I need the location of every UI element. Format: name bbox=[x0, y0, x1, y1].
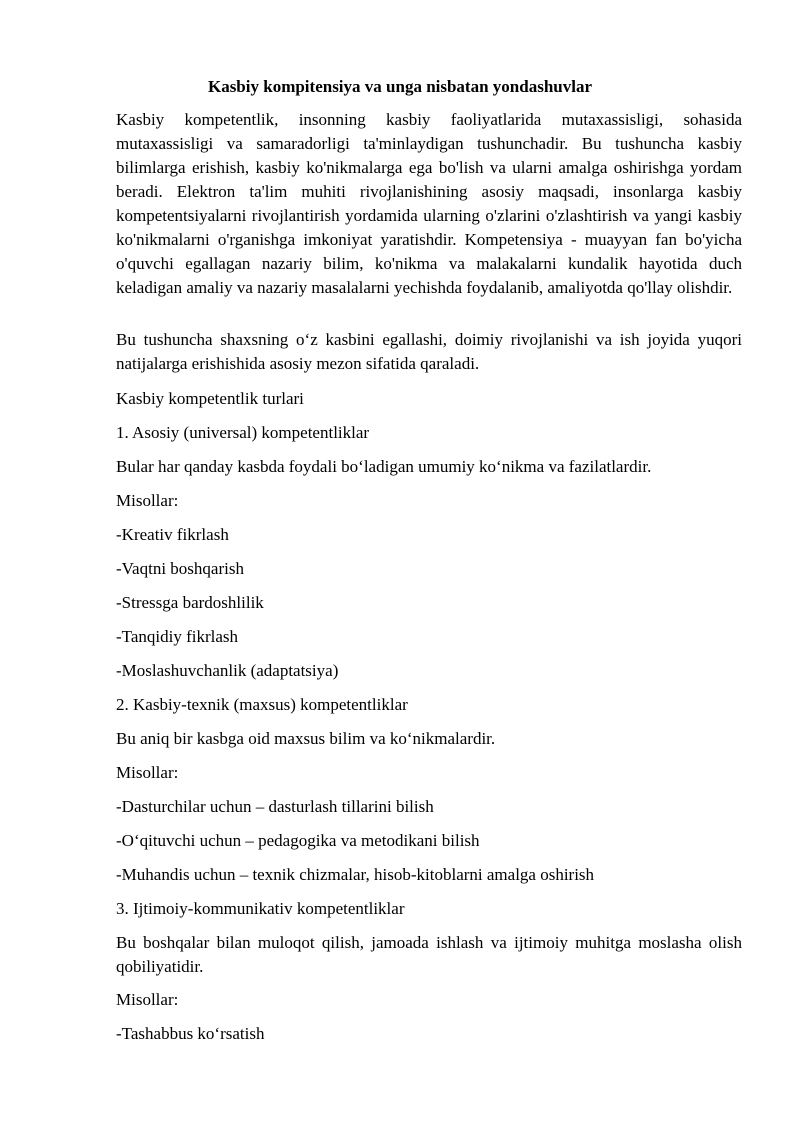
intro-paragraph: Kasbiy kompetentlik, insonning kasbiy faoliyatlarida mutaxassisligi, sohasida mutaxassisligi va samaradorligi ta'minlaydigan tushunchadir. Bu tushuncha kasbiy bilimlarga erishish, kasbiy ko'nikmalarga ega bo'lish va ularni amalga oshirishga yordam beradi. Elektron ta'lim muhiti rivojlanishining asosiy maqsadi, insonlarga kasbiy kompetentsiyalarni rivojlantirish yordamida ularning o'zlarini o'zlashtirish va yangi kasbiy ko'nikmalarni o'rganishga imkoniyat yaratishdir. Kompetensiya - muayyan fan bo'yicha o'quvchi egallagan nazariy bilim, ko'nikma va malakalarni kundalik hayotida duch keladigan amaliy va nazariy masalalarni yechishda foydalanib, amaliyotda qo'llay olishdir. bbox=[116, 110, 742, 297]
section-1-examples-label: Misollar: bbox=[116, 491, 179, 510]
section-2-description: Bu aniq bir kasbga oid maxsus bilim va ko‘nikmalardir. bbox=[116, 729, 496, 748]
list-item: -Dasturchilar uchun – dasturlash tillarini bilish bbox=[116, 797, 434, 816]
section-1-description: Bular har qanday kasbda foydali bo‘ladigan umumiy ko‘nikma va fazilatlardir. bbox=[116, 457, 652, 476]
list-item: -O‘qituvchi uchun – pedagogika va metodikani bilish bbox=[116, 831, 480, 850]
list-item: -Tanqidiy fikrlash bbox=[116, 627, 239, 646]
types-heading: Kasbiy kompetentlik turlari bbox=[116, 389, 304, 408]
list-item: -Kreativ fikrlash bbox=[116, 525, 229, 544]
list-item: -Tashabbus ko‘rsatish bbox=[116, 1024, 265, 1043]
section-3-examples-label: Misollar: bbox=[116, 990, 179, 1009]
section-2-examples-label: Misollar: bbox=[116, 763, 179, 782]
list-item: -Stressga bardoshlilik bbox=[116, 593, 264, 612]
criterion-paragraph: Bu tushuncha shaxsning o‘z kasbini egallashi, doimiy rivojlanishi va ish joyida yuqori natijalarga erishishida asosiy mezon sifatida qaraladi. bbox=[116, 330, 742, 373]
list-item: -Vaqtni boshqarish bbox=[116, 559, 244, 578]
section-1-heading: 1. Asosiy (universal) kompetentliklar bbox=[116, 423, 370, 442]
list-item: -Moslashuvchanlik (adaptatsiya) bbox=[116, 661, 339, 680]
section-3-heading: 3. Ijtimoiy-kommunikativ kompetentliklar bbox=[116, 899, 405, 918]
document-title: Kasbiy kompitensiya va unga nisbatan yondashuvlar bbox=[207, 77, 593, 96]
section-3-description: Bu boshqalar bilan muloqot qilish, jamoada ishlash va ijtimoiy muhitga moslasha olish qobiliyatidir. bbox=[116, 933, 742, 976]
section-2-heading: 2. Kasbiy-texnik (maxsus) kompetentliklar bbox=[116, 695, 408, 714]
list-item: -Muhandis uchun – texnik chizmalar, hisob-kitoblarni amalga oshirish bbox=[116, 865, 595, 884]
